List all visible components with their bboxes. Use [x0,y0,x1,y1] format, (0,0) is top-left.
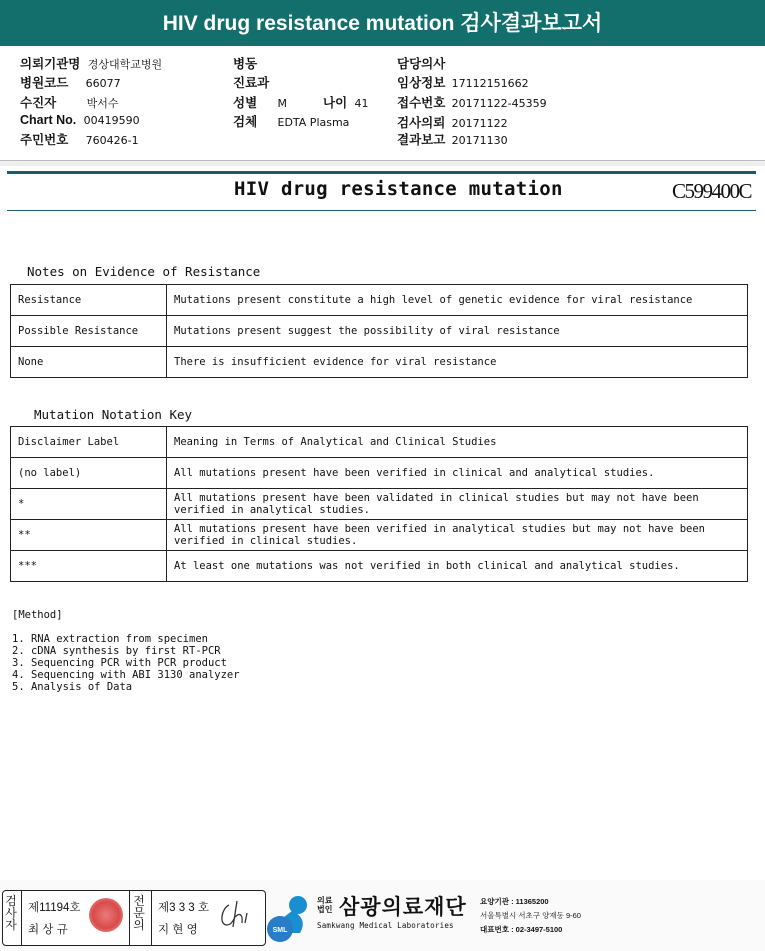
table-row [11,427,748,458]
sex-row [233,93,287,111]
evidence-label-cell: None [11,347,167,378]
table-row [11,520,748,551]
examiner-license: 제11194호 [28,902,81,914]
specialist-label-text: 전문의 [133,894,145,932]
receipt-no-label: 접수번호 [397,96,446,110]
sex-label: 성별 [233,96,258,110]
method-step: 2. cDNA synthesis by first RT-PCR [12,645,221,657]
request-date-row [397,113,508,131]
clinical-info-value: 17112151662 [451,77,529,90]
hospital-code-label: 병원코드 [20,76,69,90]
document-code: C599400C [672,179,752,203]
signature-divider [21,891,22,945]
clinical-info-row [397,73,529,91]
report-date-row [397,130,508,148]
notation-header-text-cell: Meaning in Terms of Analytical and Clinical Studies [167,427,748,458]
table-row [11,458,748,489]
table-row [11,316,748,347]
document-bottom-rule [7,210,756,211]
request-date-label: 검사의뢰 [397,116,446,130]
notation-header-label-cell: Disclaimer Label [11,427,167,458]
request-date-value: 20171122 [451,117,508,130]
department-label: 진료과 [233,76,270,90]
ward-row [233,54,257,72]
patient-label: 수진자 [20,96,57,110]
table-row [11,347,748,378]
org-type: 의료법인 [317,896,333,914]
chart-no-value: 00419590 [83,114,140,127]
age-row [323,93,369,111]
specialist-signature [215,895,260,935]
doctor-label: 담당의사 [397,57,446,71]
header-divider-shadow [0,161,765,166]
receipt-no-value: 20171122-45359 [451,97,547,110]
evidence-text-cell: There is insufficient evidence for viral resistance [167,347,748,378]
report-title-banner: HIV drug resistance mutation 검사결과보고서 [0,0,765,46]
institution-label: 의뢰기관명 [20,57,81,71]
signature-divider [129,891,130,945]
institution-value: 경상대학교병원 [87,58,163,71]
org-english-name: Samkwang Medical Laboratories [317,921,454,930]
examiner-label-text: 검사자 [5,894,17,932]
department-row [233,73,269,91]
specialist-license: 제3 3 3 호 [158,902,209,914]
specimen-value: EDTA Plasma [277,116,350,129]
patient-row [20,93,118,111]
notation-text-cell: At least one mutations was not verified in both clinical and analytical studies. [167,551,748,582]
org-code: 요양기관 : 11365200 [480,897,549,906]
examiner-name: 최 상 규 [28,924,68,936]
hospital-code-value: 66077 [85,77,121,90]
resident-no-row [20,130,139,148]
org-phone: 대표번호 : 02-3497-5100 [480,925,563,934]
notation-label-cell: ** [11,520,167,551]
evidence-text-cell: Mutations present constitute a high level of genetic evidence for viral resistance [167,285,748,316]
chart-no-row [20,113,140,127]
specialist-label [133,895,147,931]
age-label: 나이 [323,96,348,110]
receipt-no-row [397,93,547,111]
hospital-code-row [20,73,121,91]
org-name: 삼광의료재단 [339,896,467,919]
method-step: 1. RNA extraction from specimen [12,633,208,645]
doctor-row [397,54,445,72]
notation-label-cell: * [11,489,167,520]
evidence-text-cell: Mutations present suggest the possibility of viral resistance [167,316,748,347]
examiner-label [5,895,19,931]
method-step: 5. Analysis of Data [12,681,133,693]
method-step: 4. Sequencing with ABI 3130 analyzer [12,669,240,681]
signature-divider [151,891,152,945]
notation-text-cell: All mutations present have been verified in clinical and analytical studies. [167,458,748,489]
institution-row [20,54,162,72]
ward-label: 병동 [233,57,258,71]
evidence-label-cell: Possible Resistance [11,316,167,347]
notation-text-cell: All mutations present have been validated in clinical studies but may not have been verified in analytical studies. [167,489,748,520]
clinical-info-label: 임상정보 [397,76,446,90]
evidence-table [10,284,748,378]
sex-value: M [277,97,287,110]
notation-text-cell: All mutations present have been verified in analytical studies but may not have been verified in clinical studies. [167,520,748,551]
notation-table [10,426,748,582]
specimen-label: 검체 [233,115,258,129]
specimen-row [233,112,349,130]
method-title: [Method] [12,609,63,621]
resident-no-value: 760426-1 [85,134,139,147]
examiner-seal-stamp [89,898,123,932]
report-date-value: 20171130 [451,134,508,147]
evidence-label-cell: Resistance [11,285,167,316]
document-title: HIV drug resistance mutation [234,178,563,200]
resident-no-label: 주민번호 [20,133,69,147]
document-top-rule [7,171,756,174]
chart-no-label: Chart No. [20,113,77,127]
specialist-name: 지 현 영 [158,924,198,936]
table-row [11,285,748,316]
patient-value: 박서수 [86,97,119,110]
table-row [11,551,748,582]
report-date-label: 결과보고 [397,133,446,147]
method-step: 3. Sequencing PCR with PCR product [12,657,227,669]
notation-section-title: Mutation Notation Key [34,407,193,422]
table-row [11,489,748,520]
evidence-section-title: Notes on Evidence of Resistance [27,264,261,279]
logo-text: SML [272,927,288,934]
notation-label-cell: (no label) [11,458,167,489]
org-address: 서울특별시 서초구 양재동 9-60 [480,911,581,920]
age-value: 41 [354,97,369,110]
sml-logo-icon [266,893,316,943]
notation-label-cell: *** [11,551,167,582]
